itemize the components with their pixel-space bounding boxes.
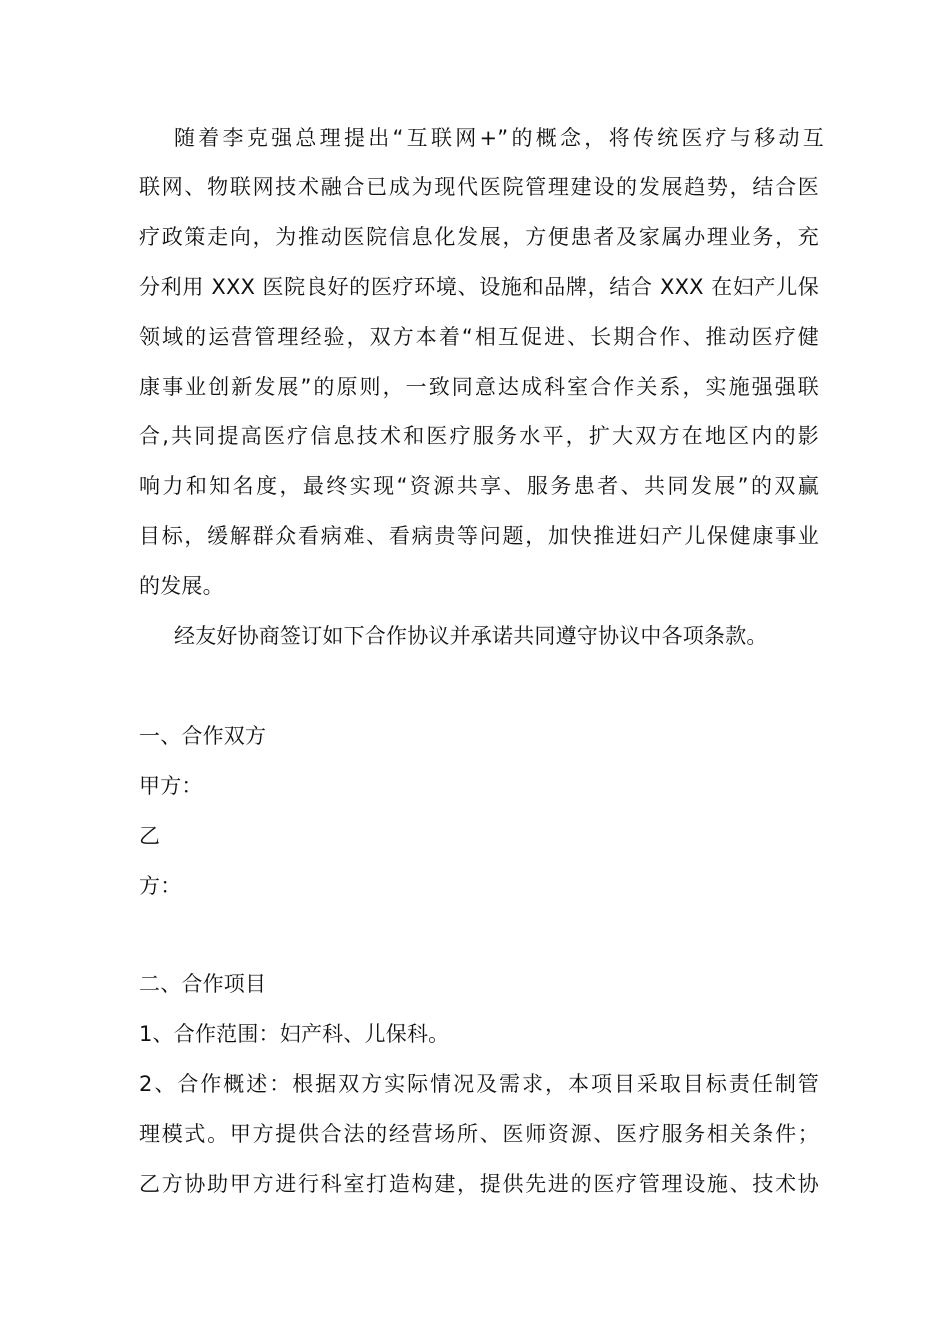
section2-item1: 1、合作范围：妇产科、儿保科。 (139, 1022, 450, 1046)
party-b-label-part1: 乙 (139, 824, 161, 848)
section2-item2-line-1: 2、合作概述：根据双方实际情况及需求，本项目采取目标责任制管 (139, 1072, 819, 1096)
section1-heading: 一、合作双方 (139, 724, 267, 748)
party-b-label-part2: 方： (139, 874, 182, 898)
intro-line-2: 联网、物联网技术融合已成为现代医院管理建设的发展趋势，结合医 (139, 175, 819, 199)
intro-line-5: 领域的运营管理经验，双方本着“相互促进、长期合作、推动医疗健 (139, 325, 819, 349)
intro-line-10: 的发展。 (139, 574, 224, 598)
intro-line-1: 随着李克强总理提出“互联网+”的概念，将传统医疗与移动互 (174, 126, 824, 150)
section2-item2-line-3: 乙方协助甲方进行科室打造构建，提供先进的医疗管理设施、技术协 (139, 1172, 819, 1196)
intro-line-6: 康事业创新发展”的原则，一致同意达成科室合作关系，实施强强联 (139, 375, 819, 399)
section2-heading: 二、合作项目 (139, 972, 267, 996)
intro-line-7: 合,共同提高医疗信息技术和医疗服务水平，扩大双方在地区内的影 (139, 424, 819, 448)
section2-item2-line-2: 理模式。甲方提供合法的经营场所、医师资源、医疗服务相关条件； (139, 1122, 819, 1146)
intro-line-9: 目标，缓解群众看病难、看病贵等问题，加快推进妇产儿保健康事业 (139, 524, 819, 548)
intro-line-3: 疗政策走向，为推动医院信息化发展，方便患者及家属办理业务，充 (139, 225, 819, 249)
party-a-label: 甲方： (139, 774, 203, 798)
agreement-statement: 经友好协商签订如下合作协议并承诺共同遵守协议中各项条款。 (174, 624, 768, 648)
intro-line-8: 响力和知名度，最终实现“资源共享、服务患者、共同发展”的双赢 (139, 474, 819, 498)
intro-line-4: 分利用 XXX 医院良好的医疗环境、设施和品牌，结合 XXX 在妇产儿保 (139, 275, 819, 299)
